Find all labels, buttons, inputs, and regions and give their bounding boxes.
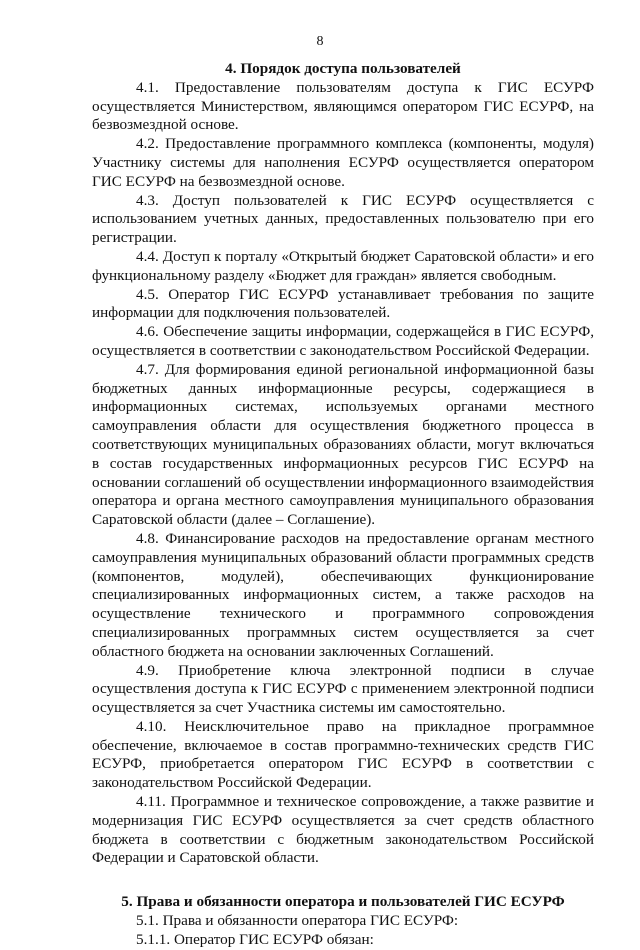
section-5-heading: 5. Права и обязанности оператора и пользователей ГИС ЕСУРФ bbox=[121, 893, 565, 911]
paragraph-4-5: 4.5. Оператор ГИС ЕСУРФ устанавливает требования по защите информации для подключения пользователей. bbox=[92, 285, 594, 322]
paragraph-4-7: 4.7. Для формирования единой региональной информационной базы бюджетных данных информационные ресурсы, содержащиеся в информационных системах, используемых органами местного самоуправления области для осуществления бюджетного процесса в соответствующих муниципальных образованиях области, могут включаться в состав государственных информационных ресурсов ГИС ЕСУРФ на основании соглашений об осуществлении информационного взаимодействия оператора и органа местного самоуправления муниципального образования Саратовской области (далее – Соглашение). bbox=[92, 360, 594, 529]
paragraph-5-1: 5.1. Права и обязанности оператора ГИС ЕСУРФ: bbox=[136, 912, 459, 930]
paragraph-4-8: 4.8. Финансирование расходов на предоставление органам местного самоуправления муниципальных образований области программных средств (компонентов, модулей), обеспечивающих функционирование специализированных информационных систем, а также расходов на осуществление технического и программного сопровождения специализированных программных систем осуществляется за счет областного бюджета на основании заключенных Соглашений. bbox=[92, 529, 594, 660]
paragraph-4-3: 4.3. Доступ пользователей к ГИС ЕСУРФ осуществляется с использованием учетных данных, предоставленных пользователю при его регистрации. bbox=[92, 191, 594, 247]
paragraph-4-10: 4.10. Неисключительное право на прикладное программное обеспечение, включаемое в состав программно-технических средств ГИС ЕСУРФ, приобретается оператором ГИС ЕСУРФ в соответствии с законодательством Российской Федерации. bbox=[92, 717, 594, 792]
paragraph-4-6: 4.6. Обеспечение защиты информации, содержащейся в ГИС ЕСУРФ, осуществляется в соответствии с законодательством Российской Федерации. bbox=[92, 323, 594, 359]
paragraph-4-2: 4.2. Предоставление программного комплекса (компоненты, модуля) Участнику системы для наполнения ЕСУРФ осуществляется оператором ГИС ЕСУРФ на безвозмездной основе. bbox=[92, 135, 594, 190]
paragraph-4-4: 4.4. Доступ к порталу «Открытый бюджет Саратовской области» и его функциональному разделу «Бюджет для граждан» является свободным. bbox=[92, 247, 594, 284]
section-4-heading: 4. Порядок доступа пользователей bbox=[225, 60, 461, 77]
paragraph-4-1: 4.1. Предоставление пользователям доступа к ГИС ЕСУРФ осуществляется Министерством, являющимся оператором ГИС ЕСУРФ, на безвозмездной основе. bbox=[92, 78, 594, 134]
paragraph-4-9: 4.9. Приобретение ключа электронной подписи в случае осуществления доступа к ГИС ЕСУРФ с применением электронной подписи осуществляется за счет Участника системы им самостоятельно. bbox=[92, 661, 594, 717]
page-number: 8 bbox=[316, 34, 324, 49]
paragraph-4-11: 4.11. Программное и техническое сопровождение, а также развитие и модернизация ГИС ЕСУРФ осуществляется за счет средств областного бюджета в соответствии с бюджетным законодательством Российской Федерации и Саратовской области. bbox=[92, 793, 594, 867]
document-body bbox=[92, 60, 594, 950]
paragraph-5-1-1: 5.1.1. Оператор ГИС ЕСУРФ обязан: bbox=[136, 930, 374, 948]
